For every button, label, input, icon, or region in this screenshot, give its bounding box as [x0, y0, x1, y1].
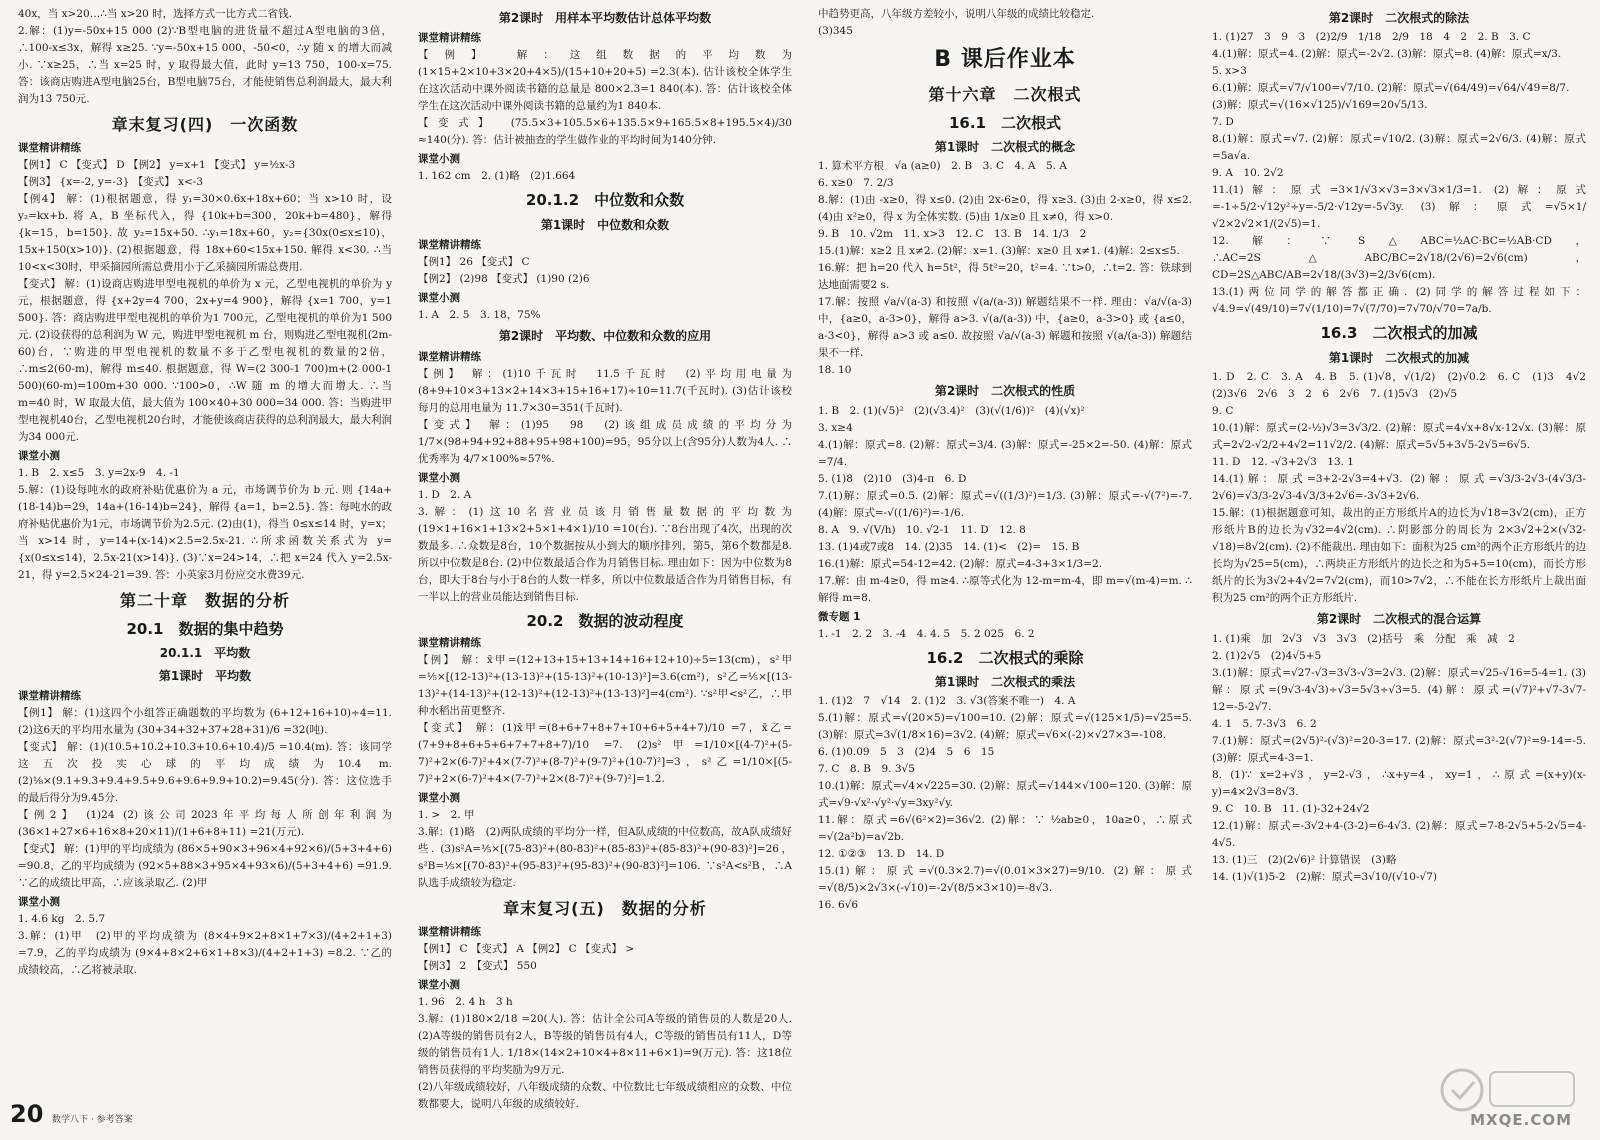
answer-paragraph: 1. 162 cm 2. (1)略 (2)1.664: [418, 170, 576, 183]
footer-text: 数学八下 · 参考答案: [52, 1115, 133, 1126]
chapter-heading: 第二十章 数据的分析: [119, 590, 290, 610]
answer-paragraph: 【例2】 (2)98 【变式】 (1)90 (2)6: [418, 273, 590, 286]
answer-paragraph: 5. (1)8 (2)10 (3)4-π 6. D: [818, 472, 967, 485]
page-number: 20: [10, 1100, 44, 1129]
answer-paragraph: 9. A 10. 2√2: [1212, 167, 1284, 180]
lesson-heading: 第2课时 平均数、中位数和众数的应用: [498, 329, 712, 344]
answer-paragraph: 9. C 10. B 11. (1)-32+24√2: [1212, 802, 1370, 815]
lesson-heading: 20.1.1 平均数: [159, 646, 251, 661]
answer-paragraph: 13. (1)三 (2)(2√6)² 计算错误 (3)略: [1212, 853, 1397, 866]
section-label: 课堂小测: [418, 471, 460, 484]
section-heading: 20.1.2 中位数和众数: [525, 191, 685, 210]
answer-paragraph: (3)345: [818, 25, 853, 37]
answer-paragraph: 【变式】 解：(1)95 98 (2)该组成员成绩的平均分为 1/7×(98+94+92+88+95+98+100)=95，95分以上(含95分)人数为4人. ∴优秀率为 4/7×100%≈57%.: [418, 418, 792, 465]
answer-paragraph: (3)解：原式=√(16×√125)/√169=20√5/13.: [1212, 99, 1428, 112]
lesson-heading: 第2课时 二次根式的性质: [934, 384, 1076, 399]
answer-paragraph: 1. A 2. 5 3. 18，75%: [418, 309, 541, 322]
section-label: 课堂小测: [18, 895, 60, 908]
answer-paragraph: 【例3】 {x=-2, y=-3} 【变式】 x<-3: [18, 175, 204, 188]
watermark-text: MXQE.COM: [1470, 1110, 1572, 1129]
chapter-heading: 章末复习(四) 一次函数: [111, 115, 299, 134]
answer-paragraph: 3.解：(1)180×2/18 =20(人). 答：估计全公司A等级的销售员的人数是20人. (2)A等级的销售员有2人，B等级的销售员有4人，C等级的销售员有11人，D等级的销售员有1人. 1/18×(14×2+10×4+8×11+6×1)=9(万元). 答：这18位销售员获得的平均奖励为9万元.: [418, 1012, 792, 1076]
answer-paragraph: 12.解：∵ S△ABC=½AC·BC=½AB·CD，∴AC=2S△ABC/BC=2√18/(2√6)=2√6(cm)，CD=2S△ABC/AB=2√18/(3√3)=2/3√6(cm).: [1212, 235, 1586, 282]
answer-paragraph: 15.(1)解：原式=√(0.3×2.7)=√(0.01×3×27)=9/10. (2)解：原式=√(8/5)×2√3×(-√10)=-2√(8/5×3×10)=-8√3.: [818, 865, 1192, 895]
section-label: 课堂精讲精练: [418, 350, 481, 363]
answer-paragraph: 12.(1)解：原式=-3√2+4-(3-2)=6-4√3. (2)解：原式=7-8-2√5+5-2√5=4-4√5.: [1212, 819, 1586, 849]
lesson-heading: 第1课时 中位数和众数: [540, 217, 670, 232]
answer-paragraph: 8. (1)∵ x=2+√3，y=2-√3，∴x+y=4，xy=1，∴原式=(x+y)(x-y)=4×2√3=8√3.: [1212, 768, 1586, 798]
answer-paragraph: 11.(1)解：原式=3×1/√3×√3=3×√3×1/3=1. (2)解：原式=-1÷5/2·√12y²÷y=-5/2·√12y=-5√3y. (3)解：原式=√5×1/√2×2√2×1/(2√5)=1.: [1212, 184, 1586, 231]
section-heading: 16.3 二次根式的加减: [1320, 324, 1478, 343]
answer-paragraph: 4.(1)解：原式=4. (2)解：原式=-2√2. (3)解：原式=8. (4)解：原式=x/3.: [1212, 48, 1562, 61]
answer-paragraph: 2. (1)2√5 (2)4√5+5: [1212, 649, 1322, 662]
answer-paragraph: 【例】 解：x̄甲=(12+13+15+13+14+16+12+10)÷5=13(cm)，s²甲=⅕×[(12-13)²+(13-13)²+(15-13)²+(10-13)²]=3.6(cm²)，s²乙=⅕×[(13-13)²+(14-13)²+(12-13)²+(12-13)²+(13-13)²]=4(cm²). ∵s²甲<s²乙，∴甲种水稻出苗更整齐.: [418, 653, 792, 717]
answer-paragraph: 1. -1 2. 2 3. -4 4. 4. 5 5. 2 025 6. 2: [818, 627, 1035, 640]
answer-paragraph: 1. B 2. x≤5 3. y=2x-9 4. -1: [18, 466, 180, 479]
answer-paragraph: 【例1】 26 【变式】 C: [418, 256, 530, 269]
answer-paragraph: 12. ①②③ 13. D 14. D: [818, 848, 945, 861]
answer-paragraph: 1. (1)2 7 √14 2. (1)2 3. √3(答案不唯一) 4. A: [818, 695, 1076, 708]
answer-paragraph: 10.(1)解：原式=(2-½)√3=3√3/2. (2)解：原式=4√x+8√x-12√x. (3)解：原式=2√2-√2/2+4√2=11√2/2. (4)解：原式=5√5+3√5-2√5=6√5.: [1212, 422, 1586, 452]
lesson-heading: 第2课时 用样本平均数估计总体平均数: [498, 11, 712, 25]
answer-paragraph: 7. C 8. B 9. 3√5: [818, 763, 915, 776]
answer-paragraph: 4. 1 5. 7-3√3 6. 2: [1212, 717, 1317, 730]
answer-paragraph: 17.解：由 m-4≥0，得 m≥4. ∴原等式化为 12-m=m-4，即 m=√(m-4)=m. ∴解得 m=8.: [818, 574, 1192, 604]
answer-paragraph: 8.(1)解：原式=√7. (2)解：原式=√10/2. (3)解：原式=2√6/3. (4)解：原式=5a√a.: [1212, 133, 1586, 163]
answer-paragraph: 1. > 2. 甲: [418, 808, 475, 821]
answer-paragraph: 8. A 9. √(V/h) 10. √2-1 11. D 12. 8: [818, 523, 1026, 536]
answer-paragraph: 7.(1)解：原式=(2√5)²-(√3)²=20-3=17. (2)解：原式=3²-2(√7)²=9-14=-5. (3)解：原式=4-3=1.: [1212, 734, 1586, 764]
answer-paragraph: 8.解：(1)由 -x≥0，得 x≤0. (2)由 2x-6≥0，得 x≥3. (3)由 2-x≥0，得 x≤2. (4)由 x²≥0，得 x 为全体实数. (5)由 1/x≥0 且 x≠0，得 x>0.: [818, 194, 1192, 224]
answer-paragraph: 6.(1)解：原式=√7/√100=√7/10. (2)解：原式=√(64/49)=√64/√49=8/7.: [1212, 82, 1570, 95]
answer-paragraph: 【变式】 解：(1)甲的平均成绩为 (86×5+90×3+96×4+92×6)/(5+3+4+6) =90.8，乙的平均成绩为 (92×5+88×3+95×4+93×6)/(5+3+4+6) =91.9. ∵乙的成绩比甲高，∴应该录取乙. (2)甲: [18, 842, 392, 889]
answer-paragraph: 5.解：(1)设每吨水的政府补贴优惠价为 a 元，市场调节价为 b 元. 则 {14a+(18-14)b=29，14a+(16-14)b=24}，解得 {a=1，b=2.5}. 答：每吨水的政府补贴优惠价为1元，市场调节价为2.5元. (2)由(1)，得当 0≤x≤14 时，y=x；当 x>14 时，y=14+(x-14)×2.5=2.5x-21. ∴所求函数关系式为 y={x(0≤x≤14)，2.5x-21(x>14)}. (3)∵x=24>14，∴把 x=24 代入 y=2.5x-21，得 y=2.5×24-21=39. 答：小英家3月份应交水费39元.: [18, 483, 392, 581]
answer-paragraph: 1. (1)乘 加 2√3 √3 3√3 (2)括号 乘 分配 乘 减 2: [1212, 632, 1515, 645]
answer-paragraph: 【例2】 (1)24 (2)该公司2023年平均每人所创年利润为 (36×1+27×6+16×8+20×11)/(1+6+8+11) =21(万元).: [18, 808, 392, 838]
answer-paragraph: 14. (1)√(1)5-2 (2)解：原式=3√10/(√10-√7): [1212, 870, 1437, 883]
answer-paragraph: 【例4】 解：(1)根据题意，得 y₁=30×0.6x+18x+60；当 x>10 时，设 y₂=kx+b. 将 A，B 坐标代入，得 {10k+b=300，20k+b=480}，解得 {k=15，b=150}. 故 y₂=15x+50. ∴y₁=18x+60，y₂={30x(0≤x≤10)，15x+150(x>10)}. (2)根据题意，得 18x+60<15x+150. 解得 x<30. ∴当10<x<30时，甲采摘园所需总费用小于乙采摘园所需总费用.: [18, 192, 392, 273]
answer-paragraph: 10.(1)解：原式=√4×√225=30. (2)解：原式=√144×√100=120. (3)解：原式=√9·√x²·√y²·√y=3xy²√y.: [818, 780, 1192, 810]
answer-paragraph: 7.(1)解：原式=0.5. (2)解：原式=√((1/3)²)=1/3. (3)解：原式=-√(7²)=-7. (4)解：原式=-√((1/6)²)=-1/6.: [818, 489, 1192, 519]
answer-paragraph: 【变式】 (75.5×3+105.5×6+135.5×9+165.5×8+195.5×4)/30 ≈140(分). 答：估计被抽查的学生做作业的平均时间为140分钟.: [418, 117, 792, 147]
column-1: [18, 6, 392, 1106]
answer-paragraph: 1. B 2. (1)(√5)² (2)(√3.4)² (3)(√(1/6))² (4)(√x)²: [818, 404, 1085, 417]
answer-paragraph: 6. (1)0.09 5 3 (2)4 5 6 15: [818, 746, 995, 759]
answer-paragraph: 1. 96 2. 4 h 3 h: [418, 995, 513, 1008]
answer-paragraph: 3.解：(1)甲 (2)甲的平均成绩为 (8×4+9×2+8×1+7×3)/(4+2+1+3) =7.9，乙的平均成绩为 (9×4+8×2+6×1+8×3)/(4+2+1+3) =8.2. ∵乙的成绩较高，∴乙将被录取.: [18, 929, 392, 976]
answer-paragraph: 40x，当 x>20…∴当 x>20 时，选择方式一比方式二省钱.: [18, 8, 292, 20]
answer-paragraph: 6. x≥0 7. 2/3: [818, 177, 894, 190]
answer-paragraph: 16.解：把 h=20 代入 h=5t²，得 5t²=20，t²=4. ∵t>0，∴t=2. 答：铁球到达地面需要2 s.: [818, 262, 1192, 292]
answer-paragraph: 13. (1)4或7或8 14. (2)35 14. (1)< (2)= 15. B: [818, 540, 1080, 553]
answer-paragraph: 【例】 解：这组数据的平均数为 (1×15+2×10+3×20+4×5)/(15+10+20+5) =2.3(本). 估计该校全体学生在这次活动中课外阅读书籍的总量是 800×2.3=1 840(本). 答：估计该校全体学生在这次活动中课外阅读书籍的总量约为1 840本.: [418, 49, 792, 113]
answer-paragraph: 【例1】 C 【变式】 A 【例2】 C 【变式】 >: [418, 942, 635, 955]
section-label: 课堂精讲精练: [418, 636, 481, 649]
answer-paragraph: 3.解：(1)这10名营业员该月销售量数据的平均数为 (19×1+16×1+13×2+5×1+4×1)/10 =10(台). ∵8台出现了4次，出现的次数最多. ∴众数是8台，10个数据按从小到大的顺序排列，第5，第6个数都是8. 所以中位数是8台. (2)中位数最适合作为月销售目标. 理由如下：因为中位数为8台，即大于8台与小于8台的人数一样多，所以中位数最适合作为月销售目标，有一半以上的营业员能达到销售目标.: [418, 505, 792, 603]
column-4: [1212, 6, 1597, 1106]
column-2: [418, 6, 792, 1110]
column-3: [818, 6, 1192, 1106]
chapter-heading: 第十六章 二次根式: [928, 84, 1082, 104]
lesson-heading: 第1课时 平均数: [158, 668, 252, 683]
answer-paragraph: 7. D: [1212, 116, 1234, 129]
answer-paragraph: 1. (1)27 3 9 3 (2)2/9 1/18 2/9 18 4 2 2. B 3. C: [1212, 31, 1531, 44]
answer-paragraph: 5.(1)解：原式=√(20×5)=√100=10. (2)解：原式=√(125×1/5)=√25=5. (3)解：原式=3√(1/8×16)=3√2. (4)解：原式=√6×(-2)×√27×3=-108.: [818, 712, 1192, 742]
answer-paragraph: 11. D 12. -√3+2√3 13. 1: [1212, 456, 1354, 469]
section-label: 课堂精讲精练: [418, 925, 481, 938]
section-heading: 20.1 数据的集中趋势: [126, 619, 284, 638]
answer-paragraph: 11.解：原式=6√(6²×2)=36√2. (2)解：∵ ½ab≥0，10a≥0，∴原式=√(2a²b)=a√2b.: [818, 814, 1192, 844]
section-label: 课堂精讲精练: [418, 32, 481, 45]
section-heading: 16.1 二次根式: [948, 113, 1061, 132]
section-label: 课堂小测: [418, 153, 460, 166]
lesson-heading: 第1课时 二次根式的加减: [1328, 350, 1470, 365]
answer-paragraph: 【变式】 解：(1)(10.5+10.2+10.3+10.6+10.4)/5 =10.4(m). 答：该同学这五次投实心球的平均成绩为10.4 m. (2)⅛×(9.1+9.3+9.4+9.5+9.6+9.6+9.9+10.2)=9.45(分). 答：这位选手的最后得分为9.45分.: [18, 740, 392, 804]
answer-paragraph: 【例3】 2 【变式】 550: [418, 959, 537, 972]
answer-paragraph: 【例】 解：(1)10千瓦时 11.5千瓦时 (2)平均用电量为 (8+9+10×3+13×2+14×3+15+16+17)÷10=11.7(千瓦时). (3)估计该校每月的总用电量为 11.7×30=351(千瓦时).: [418, 367, 792, 414]
answer-paragraph: 【例1】 解：(1)这四个小组答正确题数的平均数为 (6+12+16+10)÷4=11. (2)这6天的平均用水量为 (30+34+32+37+28+31)/6 =32(吨).: [18, 706, 392, 736]
answer-paragraph: 【例1】 C 【变式】 D 【例2】 y=x+1 【变式】 y=½x-3: [18, 158, 296, 171]
answer-paragraph: 中趋势更高，八年级方差较小，说明八年级的成绩比较稳定.: [818, 8, 1095, 20]
section-label: 课堂小测: [18, 449, 60, 462]
lesson-heading: 第1课时 二次根式的乘法: [934, 675, 1076, 689]
answer-paragraph: 15.(1)解：x≥2 且 x≠2. (2)解：x=1. (3)解：x≥0 且 x≠1. (4)解：2≤x≤5.: [818, 245, 1180, 258]
answer-paragraph: 9. B 10. √2m 11. x>3 12. C 13. B 14. 1/3 2: [818, 228, 1087, 241]
lesson-heading: 第2课时 二次根式的除法: [1328, 11, 1470, 25]
answer-paragraph: 4.(1)解：原式=8. (2)解：原式=3/4. (3)解：原式=-25×2=-50. (4)解：原式=7/4.: [818, 438, 1192, 468]
section-heading: 20.2 数据的波动程度: [526, 611, 684, 630]
answer-paragraph: 15.解：(1)根据题意可知，裁出的正方形纸片A的边长为√18=3√2(cm)，正方形纸片B的边长为√32=4√2(cm). ∴阴影部分的周长为 2×3√2+2×(√32-√18)=8√2(cm). (2)不能裁出. 理由如下：面积为25 cm²的两个正方形纸片的边长均为√25=5(cm)，∴两块正方形纸片的边长之和为5+5=10(cm)，而长方形纸片的长为3√2+4√2=7√2(cm)，而10>7√2，∴不能在长方形纸片上裁出面积为25 cm²的两个正方形纸片.: [1212, 507, 1586, 605]
answer-paragraph: 1. 4.6 kg 2. 5.7: [18, 912, 106, 925]
answer-paragraph: 1. D 2. A: [418, 488, 472, 501]
answer-paragraph: 【变式】 解：(1)x̄甲=(8+6+7+8+7+10+6+5+4+7)/10 =7，x̄乙=(7+9+8+6+5+6+7+7+8+7)/10 =7. (2)s²甲=1/10×[(4-7)²+(5-7)²+2×(6-7)²+4×(7-7)²+(8-7)²+(9-7)²+(10-7)²]=3，s²乙=1/10×[(5-7)²+2×(6-7)²+4×(7-7)²+2×(8-7)²+(9-7)²]=1.2.: [418, 721, 792, 785]
section-label: 课堂小测: [418, 978, 460, 991]
answer-paragraph: 【变式】 解：(1)设商店购进甲型电视机的单价为 x 元，乙型电视机的单价为 y 元，根据题意，得 {x+2y=4 700，2x+y=4 900}，解得 {x=1 700，y=1 500}. 答：商店购进甲型电视机的单价为1 700元，乙型电视机的单价为1 500元. (2)设获得的总利润为 W 元，购进甲型电视机 m 台，则购进乙型电视机(2m-60)台，∵购进的甲型电视机的数量不多于乙型电视机的数量的2倍，∴m≤2(60-m)，解得 m≤40. 根据题意，得 W=(2 300-1 700)m+(2 000-1 500)(60-m)=100m+30 000. ∵100>0，∴W 随 m 的增大而增大. ∴当 m=40 时，W 取最大值，最大值为 100×40+30 000=34 000. 答：当购进甲型电视机40台，乙型电视机20台时，才能使该商店获得的总利润最大，最大利润为34 000元.: [18, 277, 392, 443]
part-heading: B 课后作业本: [934, 47, 1076, 72]
answer-paragraph: 1. D 2. C 3. A 4. B 5. (1)√8，√(1/2) (2)√0.2 6. C (1)3 4√2 (2)3√6 2√6 3 2 6 2√6 7. (1)5√3 (2)√5: [1212, 371, 1597, 401]
answer-paragraph: 3.解：(1)略 (2)两队成绩的平均分一样，但A队成绩的中位数高，故A队成绩好些. (3)s²A=⅕×[(75-83)²+(80-83)²+(85-83)²+(85-83)²+(90-83)²]=26，s²B=⅕×[(70-83)²+(95-83)²+(95-83)²+(90-83)²]=106. ∵s²A<s²B，∴A队选手成绩较为稳定.: [418, 825, 792, 889]
lesson-heading: 第1课时 二次根式的概念: [934, 139, 1076, 154]
answer-paragraph: 13.(1)两位同学的解答都正确. (2)同学的解答过程如下：√4.9=√(49/10)=7√(1/10)=7√(7/70)=7√70/√70=7a/b.: [1212, 286, 1586, 316]
answer-paragraph: (2)八年级成绩较好，八年级成绩的众数、中位数比七年级成绩相应的众数、中位数都要大，说明八年级的成绩较好.: [418, 1080, 792, 1110]
answer-paragraph: 2.解：(1)y=-50x+15 000 (2)∵B型电脑的进货量不超过A型电脑的3倍，∴100-x≤3x，解得 x≥25. ∵y=-50x+15 000，-50<0，∴y 随 x 的增大而减小. ∵x≥25，∴当 x=25 时，y 取得最大值，此时 y=13 750，100-x=75. 答：该商店购进A型电脑25台，B型电脑75台，才能使销售总利润最大，最大利润为13 750元.: [18, 25, 392, 105]
answer-paragraph: 16. 6√6: [818, 899, 859, 912]
answer-paragraph: 18. 10: [818, 364, 852, 377]
answer-paragraph: 3. x≥4: [818, 421, 853, 434]
answer-paragraph: 1. 算术平方根 √a (a≥0) 2. B 3. C 4. A 5. A: [818, 160, 1067, 173]
answer-paragraph: 17.解：按照 √a/√(a-3) 和按照 √(a/(a-3)) 解题结果不一样. 理由：√a/√(a-3) 中，{a≥0，a-3>0}，解得 a>3. √(a/(a-3)) 中，{a≥0，a-3>0} 或 {a≤0，a-3<0}，解得 a>3 或 a≤0. 故按照 √a/√(a-3) 解题和按照 √(a/(a-3)) 解题结果不一样.: [818, 296, 1192, 360]
chapter-heading: 章末复习(五) 数据的分析: [503, 898, 707, 918]
answer-paragraph: 9. C: [1212, 405, 1234, 418]
answer-paragraph: 14.(1)解：原式=3+2-2√3=4+√3. (2)解：原式=√3/3-2√3-(4√3/3-2√6)=√3/3-2√3-4√3/3+2√6=-3√3+2√6.: [1212, 473, 1586, 503]
lesson-heading: 第2课时 二次根式的混合运算: [1316, 612, 1482, 627]
answer-paragraph: 5. x>3: [1212, 65, 1247, 78]
section-label: 微专题 1: [818, 610, 861, 623]
answer-paragraph: 3.(1)解：原式=√27-√3=3√3-√3=2√3. (2)解：原式=√25-√16=5-4=1. (3)解：原式=(9√3-4√3)÷√3=5√3÷√3=5. (4)解：原式=(√7)²+√7-3√7-12=-5-2√7.: [1212, 666, 1586, 713]
section-label: 课堂精讲精练: [18, 689, 81, 702]
section-label: 课堂精讲精练: [18, 141, 81, 154]
section-heading: 16.2 二次根式的乘除: [926, 648, 1084, 667]
answer-paragraph: 16.(1)解：原式=54-12=42. (2)解：原式=4-3+3×1/3=2.: [818, 557, 1103, 570]
section-label: 课堂小测: [418, 791, 460, 804]
section-label: 课堂精讲精练: [418, 239, 481, 252]
section-label: 课堂小测: [418, 292, 460, 305]
